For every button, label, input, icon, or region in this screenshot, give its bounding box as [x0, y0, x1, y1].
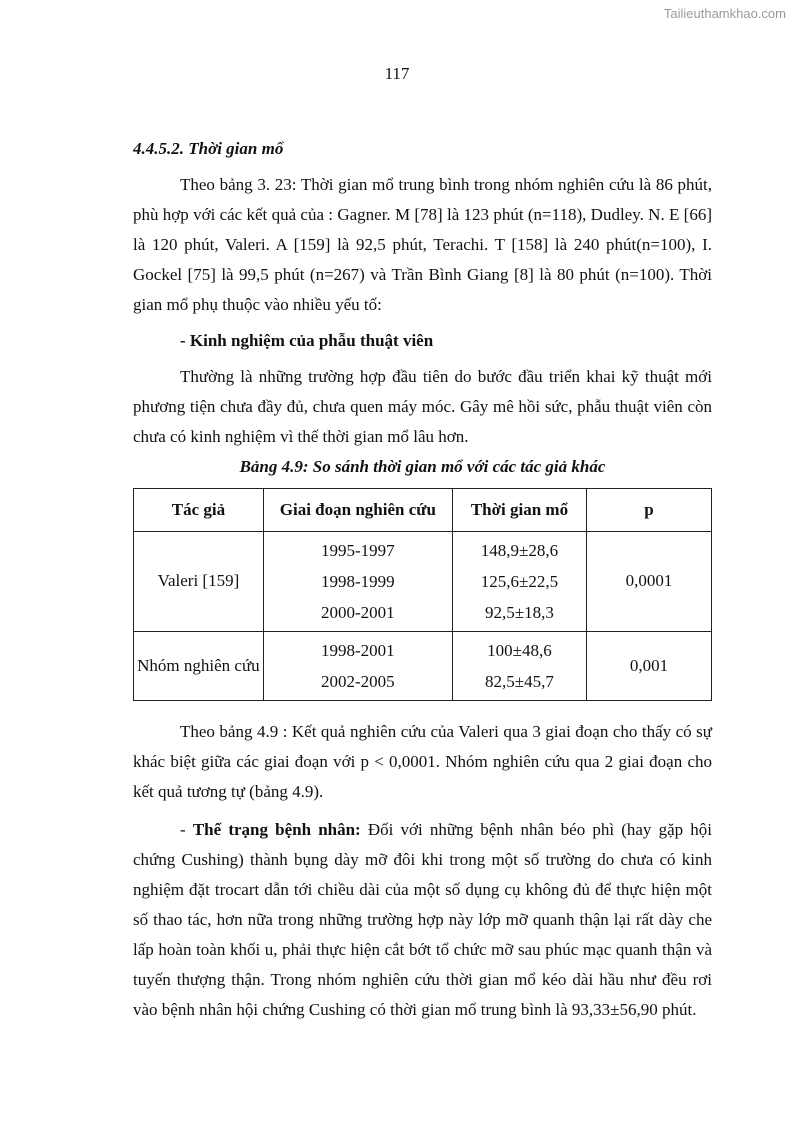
duration-cell [452, 532, 586, 632]
author-cell: Nhóm nghiên cứu [134, 632, 264, 701]
table-header-row [134, 489, 712, 532]
period-cell [263, 532, 452, 632]
header-period: Giai đoạn nghiên cứu [263, 489, 452, 532]
duration-value: 82,5±45,7 [485, 672, 554, 691]
duration-value: 100±48,6 [487, 641, 552, 660]
duration-cell [452, 632, 586, 701]
header-p: p [587, 489, 712, 532]
document-body [133, 134, 712, 1025]
p-value-cell: 0,0001 [587, 532, 712, 632]
period-value: 1998-2001 [321, 641, 395, 660]
paragraph-4 [133, 815, 712, 1025]
table-caption: Bảng 4.9: So sánh thời gian mổ với các tác giả khác [239, 457, 606, 476]
p-value-cell: 0,001 [587, 632, 712, 701]
period-value: 1995-1997 [321, 541, 395, 560]
period-cell [263, 632, 452, 701]
comparison-table [133, 488, 712, 701]
duration-value: 148,9±28,6 [480, 541, 559, 560]
table-row [134, 632, 712, 701]
duration-value: 125,6±22,5 [480, 572, 559, 591]
duration-value: 92,5±18,3 [485, 603, 554, 622]
header-duration: Thời gian mổ [452, 489, 586, 532]
paragraph-4-prefix: - [180, 820, 193, 839]
paragraph-1: Theo bảng 3. 23: Thời gian mổ trung bình trong nhóm nghiên cứu là 86 phút, phù hợp với các kết quả của : Gagner. M [78] là 123 phút (n=118), Dudley. N. E [66] là 120 phút, Valeri. A [159] là 92,5 phút, Terachi. T [158] là 240 phút(n=100), I. Gockel [75] là 99,5 phút (n=267) và Trần Bình Giang [8] là 80 phút (n=100). Thời gian mổ phụ thuộc vào nhiều yếu tố: [133, 175, 712, 314]
table-row [134, 532, 712, 632]
paragraph-3: Theo bảng 4.9 : Kết quả nghiên cứu của Valeri qua 3 giai đoạn cho thấy có sự khác biệt giữa các giai đoạn với p < 0,0001. Nhóm nghiên cứu qua 2 giai đoạn cho kết quả tương tự (bảng 4.9). [133, 722, 712, 801]
patient-condition-label: Thể trạng bệnh nhân: [192, 820, 361, 839]
section-heading: 4.4.5.2. Thời gian mổ [133, 139, 284, 158]
header-author: Tác giả [134, 489, 264, 532]
author-cell: Valeri [159] [134, 532, 264, 632]
period-value: 2000-2001 [321, 603, 395, 622]
watermark: Tailieuthamkhao.com [663, 6, 786, 21]
page-number: 117 [384, 64, 410, 83]
period-value: 1998-1999 [321, 572, 395, 591]
period-value: 2002-2005 [321, 672, 395, 691]
subheading-experience: - Kinh nghiệm của phẫu thuật viên [180, 331, 434, 350]
paragraph-2: Thường là những trường hợp đầu tiên do bước đầu triển khai kỹ thuật mới phương tiện chưa đầy đủ, chưa quen máy móc. Gây mê hồi sức, phẫu thuật viên còn chưa có kinh nghiệm vì thế thời gian mổ lâu hơn. [133, 367, 712, 446]
paragraph-4-text: Đối với những bệnh nhân béo phì (hay gặp hội chứng Cushing) thành bụng dày mỡ đôi khi trong một số trường do chưa có kinh nghiệm đặt trocart dẫn tới chiều dài của một số dụng cụ không đủ để thực hiện một số thao tác, hơn nữa trong những trường hợp này lớp mỡ quanh thận lại rất dày che lấp hoàn toàn khối u, phải thực hiện cắt bớt tổ chức mỡ sau phúc mạc quanh thận và tuyến thượng thận. Trong nhóm nghiên cứu thời gian mổ kéo dài hầu như đều rơi vào bệnh nhân hội chứng Cushing có thời gian mổ trung bình là 93,33±56,90 phút. [133, 820, 712, 1019]
